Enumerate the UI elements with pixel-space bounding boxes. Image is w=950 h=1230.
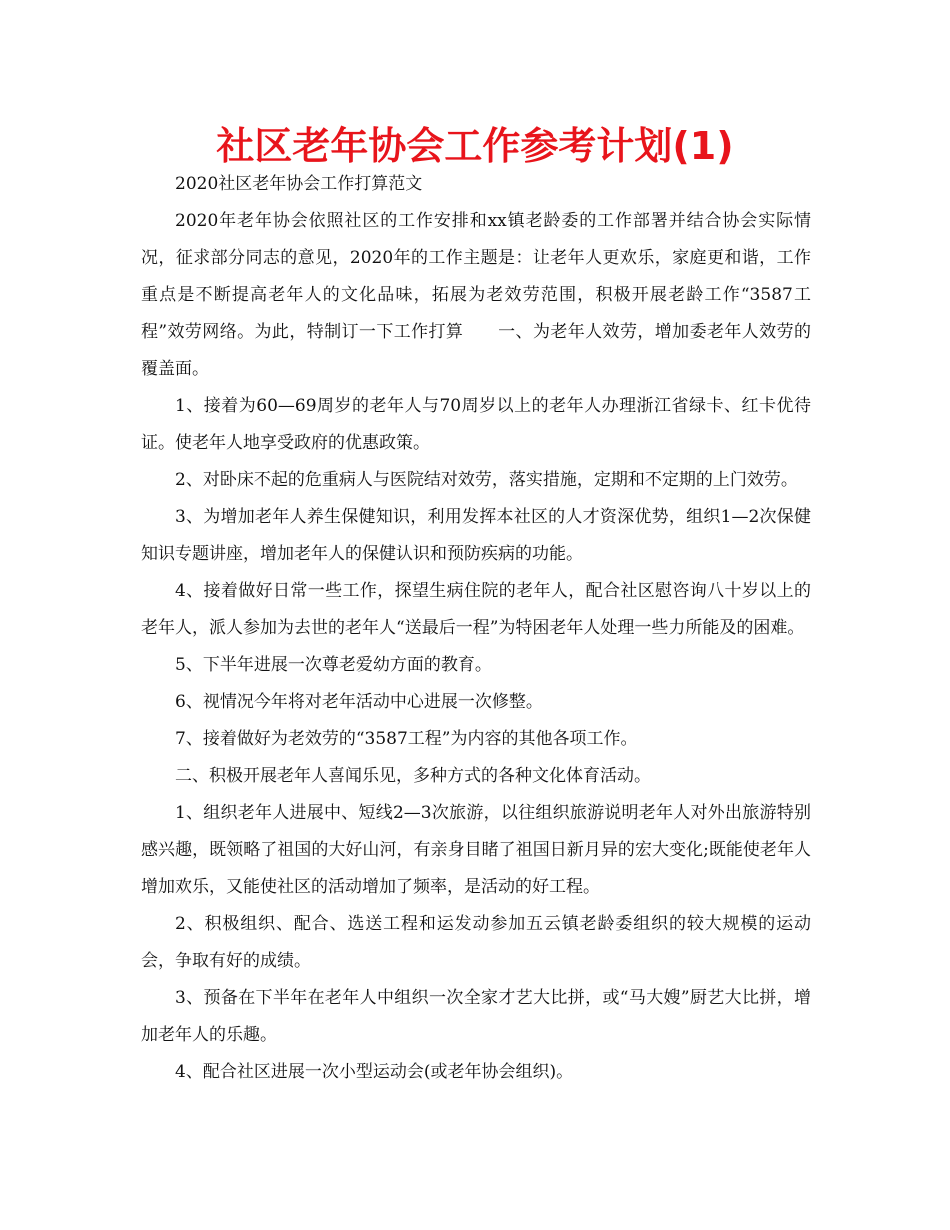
paragraph-service-4: 4、接着做好日常一些工作，探望生病住院的老年人，配合社区慰咨询八十岁以上的老年人，派人参加为去世的老年人“送最后一程”为特困老年人处理一些力所能及的困难。 — [141, 581, 811, 638]
paragraph-subtitle: 2020社区老年协会工作打算范文 — [175, 174, 423, 194]
paragraph-service-7: 7、接着做好为老效劳的“3587工程”为内容的其他各项工作。 — [175, 729, 638, 749]
paragraph-activity-3: 3、预备在下半年在老年人中组织一次全家才艺大比拼，或“马大嫂”厨艺大比拼，增加老年人的乐趣。 — [141, 988, 811, 1045]
paragraph-service-3: 3、为增加老年人养生保健知识，利用发挥本社区的人才资深优势，组织1—2次保健知识专题讲座，增加老年人的保健认识和预防疾病的功能。 — [141, 507, 811, 564]
paragraph-service-1: 1、接着为60—69周岁的老年人与70周岁以上的老年人办理浙江省绿卡、红卡优待证。使老年人地享受政府的优惠政策。 — [141, 396, 811, 453]
paragraph-service-2: 2、对卧床不起的危重病人与医院结对效劳，落实措施，定期和不定期的上门效劳。 — [175, 470, 798, 490]
paragraph-activity-1: 1、组织老年人进展中、短线2—3次旅游，以往组织旅游说明老年人对外出旅游特别感兴趣，既领略了祖国的大好山河，有亲身目睹了祖国日新月异的宏大变化;既能使老年人增加欢乐，又能使社区的活动增加了频率，是活动的好工程。 — [141, 803, 811, 897]
document-title: 社区老年协会工作参考计划(1) — [216, 124, 734, 168]
paragraph-service-5: 5、下半年进展一次尊老爱幼方面的教育。 — [175, 655, 492, 675]
paragraph-activity-4: 4、配合社区进展一次小型运动会(或老年协会组织)。 — [175, 1062, 574, 1082]
section-heading-activities: 二、积极开展老年人喜闻乐见，多种方式的各种文化体育活动。 — [175, 766, 651, 786]
paragraph-intro: 2020年老年协会依照社区的工作安排和xx镇老龄委的工作部署并结合协会实际情况，征求部分同志的意见，2020年的工作主题是：让老年人更欢乐，家庭更和谐，工作重点是不断提高老年人的文化品味，拓展为老效劳范围，积极开展老龄工作“3587工程”效劳网络。为此，特制订一下工作打算 一、为老年人效劳，增加委老年人效劳的覆盖面。 — [141, 211, 811, 379]
paragraph-service-6: 6、视情况今年将对老年活动中心进展一次修整。 — [175, 692, 543, 712]
paragraph-activity-2: 2、积极组织、配合、选送工程和运发动参加五云镇老龄委组织的较大规模的运动会，争取有好的成绩。 — [141, 914, 811, 971]
document-body — [141, 166, 811, 1091]
